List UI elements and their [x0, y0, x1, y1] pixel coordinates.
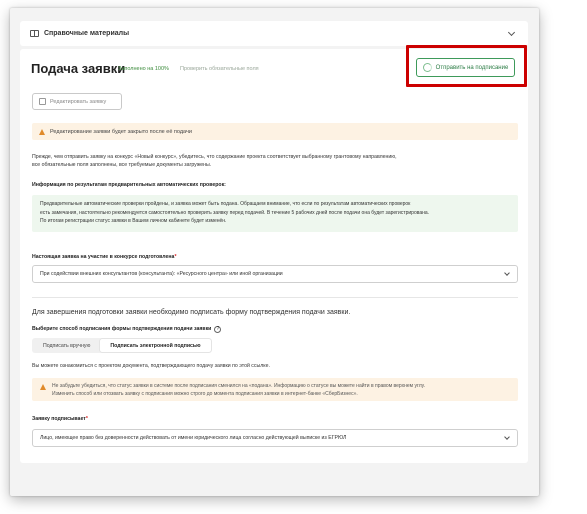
highlight-frame	[406, 45, 527, 87]
edit-button-label: Редактировать заявку	[50, 98, 107, 105]
book-icon	[30, 30, 39, 37]
sign-intro: Для завершения подготовки заявки необходимо подписать форму подтверждения подачи заявки.	[32, 309, 351, 316]
prepared-label: Настоящая заявка на участие в конкурсе подготовлена*	[32, 254, 177, 260]
send-button-label: Отправить на подписание	[435, 64, 509, 71]
sign-method-label-text: Выберите способ подписания формы подтверждения подачи заявки	[32, 326, 212, 332]
sign-method-toggle	[32, 338, 212, 353]
checks-heading: Информация по результатам предварительных автоматических проверок:	[32, 182, 226, 188]
page-title: Подача заявки	[31, 61, 126, 76]
chevron-down-icon	[504, 434, 510, 440]
signing-warning-line-1: Не забудьте убедиться, что статус заявки в системе после подписания сменился на «подана». Информацию о статусе вы можете найти в правом верхнем углу.	[52, 383, 426, 389]
filled-status: Заполнено на 100%	[118, 66, 169, 72]
sign-method-label	[32, 326, 221, 333]
application-card	[20, 49, 528, 463]
intro-line-1: Прежде, чем отправить заявку на конкурс «Новый конкурс», убедитесь, что содержание проекта соответствует выбранному грантовому направлению,	[32, 154, 397, 160]
prepared-select[interactable]	[32, 265, 518, 283]
edit-application-button[interactable]	[32, 93, 122, 110]
signing-warning-line-2: Изменить способ или отозвать заявку с подписания можно строго до момента подписания заявки в интернет-банке «СберБизнес».	[52, 391, 358, 397]
signer-label-text: Заявку подписывает	[32, 416, 86, 422]
checks-result-box	[32, 195, 518, 232]
reference-panel[interactable]	[20, 21, 528, 46]
chevron-down-icon	[504, 270, 510, 276]
check-required-link[interactable]: Проверить обязательные поля	[180, 66, 259, 72]
intro-line-2: все обязательные поля заполнены, все требуемые документы загружены.	[32, 162, 212, 168]
signer-select[interactable]	[32, 429, 518, 447]
sign-electronic-option[interactable]: Подписать электронной подписью	[100, 339, 210, 352]
edit-icon	[39, 98, 46, 105]
help-icon[interactable]: ?	[214, 326, 221, 333]
warning-banner	[32, 123, 518, 140]
divider	[32, 297, 518, 298]
sign-note: Вы можете ознакомиться с проектом документа, подтверждающего подачу заявки по этой ссылке.	[32, 363, 270, 369]
checks-line-2: есть замечания, настоятельно рекомендуется самостоятельно проверить заявку перед подачей. В течение 5 рабочих дней после подачи она будет зарегистрирована.	[40, 209, 430, 216]
signing-warning-banner	[32, 378, 518, 401]
checks-line-3: По итогам регистрации статус заявки в Вашем личном кабинете будет изменён.	[40, 218, 227, 224]
reference-title: Справочные материалы	[44, 30, 130, 37]
prepared-label-text: Настоящая заявка на участие в конкурсе подготовлена	[32, 254, 175, 260]
chevron-down-icon[interactable]	[508, 28, 515, 35]
warning-icon	[39, 129, 45, 135]
checks-line-1: Предварительные автоматические проверки пройдены, и заявка может быть подана. Обращаем внимание, что если по результатам автоматических проверок	[40, 201, 411, 207]
prepared-value: При содействии внешних консультантов (консультанта): «Ресурсного центра» или иной организации	[40, 271, 283, 277]
warning-icon	[40, 384, 46, 390]
warning-text: Редактирование заявки будет закрыто после её подачи	[50, 128, 192, 135]
signer-value: Лицо, имеющее право без доверенности действовать от имени юридического лица согласно действующей выписке из ЕГРЮЛ	[40, 435, 347, 441]
signer-label: Заявку подписывает*	[32, 416, 88, 422]
sign-manual-option[interactable]: Подписать вручную	[43, 342, 91, 349]
